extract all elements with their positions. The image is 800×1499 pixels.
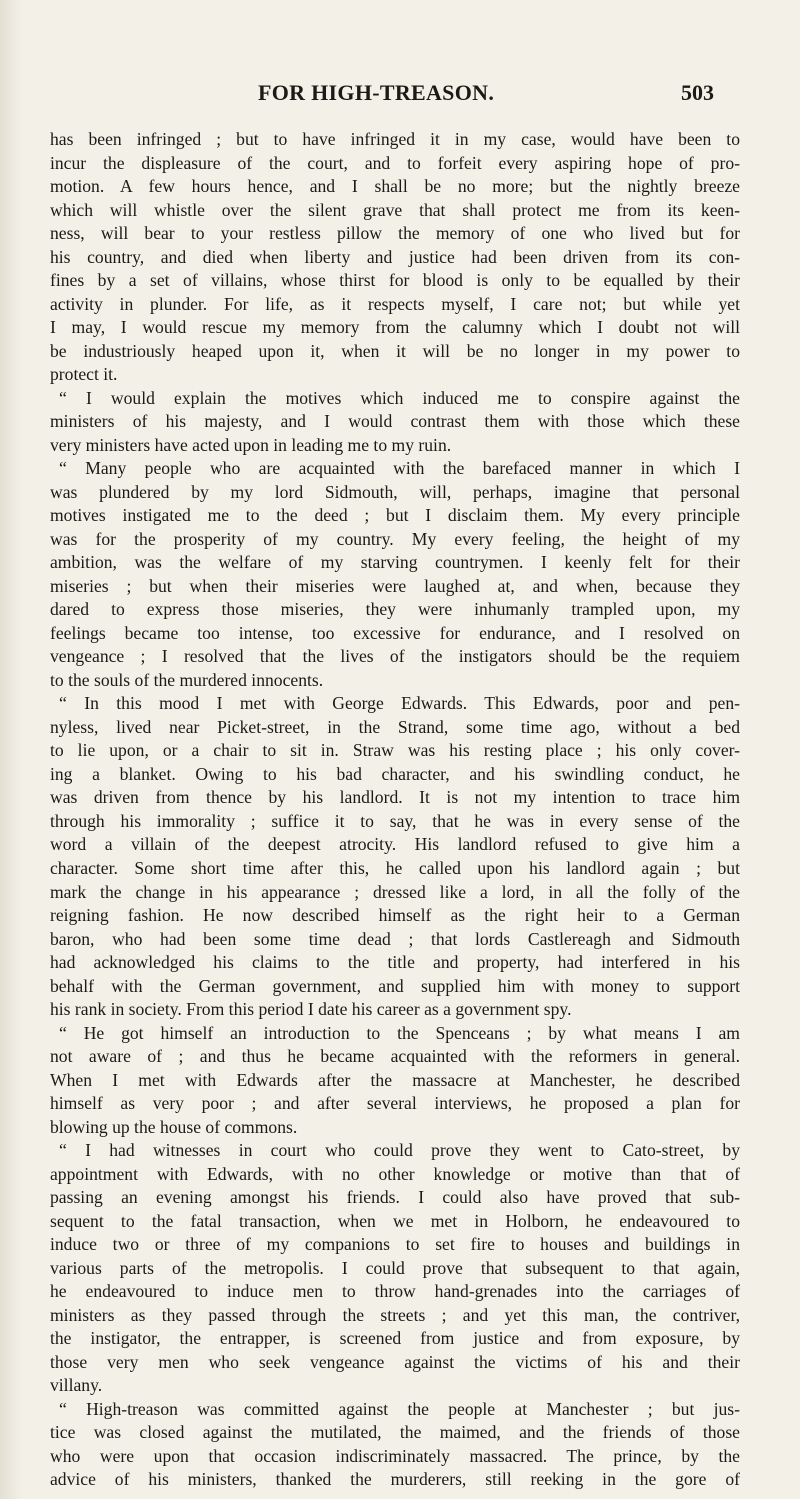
text-line: the instigator, the entrapper, is screened from justice and from exposure, by [50, 1328, 740, 1349]
text-line: sequent to the fatal transaction, when we met in Holborn, he endeavoured to [50, 1210, 740, 1231]
text-line: to lie upon, or a chair to sit in. Straw was his resting place ; his only cover- [50, 740, 740, 761]
text-line: he endeavoured to induce men to throw hand-grenades into the carriages of [50, 1281, 740, 1302]
text-line: “ In this mood I met with George Edwards. This Edwards, poor and pen- [59, 693, 740, 714]
text-line: fines by a set of villains, whose thirst for blood is only to be equalled by their [50, 270, 740, 291]
text-line: himself as very poor ; and after several interviews, he proposed a plan for [50, 1093, 740, 1114]
text-line: induce two or three of my companions to set fire to houses and buildings in [50, 1234, 740, 1255]
text-line: passing an evening amongst his friends. I could also have proved that sub- [50, 1187, 740, 1208]
text-line: “ I had witnesses in court who could prove they went to Cato-street, by [59, 1140, 740, 1161]
running-title: FOR HIGH-TREASON. [258, 80, 495, 105]
text-line: which will whistle over the silent grave that shall protect me from its keen- [50, 199, 740, 220]
text-line: his country, and died when liberty and justice had been driven from its con- [50, 246, 740, 267]
text-line: I may, I would rescue my memory from the calumny which I doubt not will [50, 317, 740, 338]
text-line: various parts of the metropolis. I could prove that subsequent to that again, [50, 1257, 740, 1278]
text-line: motion. A few hours hence, and I shall be no more; but the nightly breeze [50, 176, 740, 197]
text-line: “ He got himself an introduction to the Spenceans ; by what means I am [59, 1022, 740, 1043]
text-line: reigning fashion. He now described himself as the right heir to a German [50, 905, 740, 926]
text-line: very ministers have acted upon in leading me to my ruin. [50, 434, 452, 455]
text-line: was plundered by my lord Sidmouth, will, perhaps, imagine that personal [50, 481, 740, 502]
text-line: “ Many people who are acquainted with the barefaced manner in which I [59, 458, 740, 479]
text-line: word a villain of the deepest atrocity. His landlord refused to give him a [50, 834, 740, 855]
text-line: character. Some short time after this, he called upon his landlord again ; but [50, 857, 740, 878]
text-line: protect it. [50, 364, 118, 385]
text-line: be industriously heaped upon it, when it will be no longer in my power to [50, 340, 740, 361]
text-line: incur the displeasure of the court, and to forfeit every aspiring hope of pro- [50, 152, 740, 173]
text-line: through his immorality ; suffice it to say, that he was in every sense of the [50, 810, 740, 831]
text-line: tice was closed against the mutilated, the maimed, and the friends of those [50, 1422, 740, 1443]
text-line: “ High-treason was committed against the people at Manchester ; but jus- [59, 1398, 740, 1419]
text-line: was driven from thence by his landlord. It is not my intention to trace him [50, 787, 740, 808]
text-line: motives instigated me to the deed ; but I disclaim them. My every principle [50, 505, 740, 526]
text-line: appointment with Edwards, with no other knowledge or motive than that of [50, 1163, 740, 1184]
text-line: those very men who seek vengeance against the victims of his and their [50, 1351, 740, 1372]
text-line: When I met with Edwards after the massacre at Manchester, he described [50, 1069, 740, 1090]
text-line: ministers as they passed through the streets ; and yet this man, the contriver, [50, 1304, 740, 1325]
text-line: behalf with the German government, and supplied him with money to support [50, 975, 740, 996]
page-number: 503 [681, 80, 714, 105]
text-line: “ I would explain the motives which induced me to conspire against the [59, 387, 740, 408]
binding-gutter-shadow [0, 0, 22, 1499]
text-line: nyless, lived near Picket-street, in the Strand, some time ago, without a bed [50, 716, 740, 737]
text-line: ness, will bear to your restless pillow the memory of one who lived but for [50, 223, 740, 244]
text-line: mark the change in his appearance ; dressed like a lord, in all the folly of the [50, 881, 740, 902]
text-line: who were upon that occasion indiscriminately massacred. The prince, by the [50, 1445, 740, 1466]
text-line: ing a blanket. Owing to his bad character, and his swindling conduct, he [50, 763, 740, 784]
text-line: miseries ; but when their miseries were laughed at, and when, because they [50, 575, 740, 596]
text-line: villany. [50, 1375, 103, 1396]
text-line: ministers of his majesty, and I would contrast them with those which these [50, 411, 740, 432]
body-text [50, 128, 740, 1492]
text-line: to the souls of the murdered innocents. [50, 669, 324, 690]
text-line: not aware of ; and thus he became acquainted with the reformers in general. [50, 1046, 740, 1067]
text-line: baron, who had been some time dead ; that lords Castlereagh and Sidmouth [50, 928, 740, 949]
text-line: dared to express those miseries, they were inhumanly trampled upon, my [50, 599, 740, 620]
text-line: ambition, was the welfare of my starving countrymen. I keenly felt for their [50, 552, 740, 573]
text-line: advice of his ministers, thanked the murderers, still reeking in the gore of [50, 1469, 740, 1490]
text-line: activity in plunder. For life, as it respects myself, I care not; but while yet [50, 293, 740, 314]
text-line: vengeance ; I resolved that the lives of the instigators should be the requiem [50, 646, 740, 667]
text-line: his rank in society. From this period I date his career as a government spy. [50, 999, 572, 1020]
running-head [0, 80, 800, 110]
text-line: feelings became too intense, too excessive for endurance, and I resolved on [50, 622, 740, 643]
text-line: blowing up the house of commons. [50, 1116, 298, 1137]
text-line: was for the prosperity of my country. My every feeling, the height of my [50, 528, 740, 549]
text-line: has been infringed ; but to have infringed it in my case, would have been to [50, 129, 740, 149]
text-line: had acknowledged his claims to the title and property, had interfered in his [50, 952, 740, 973]
